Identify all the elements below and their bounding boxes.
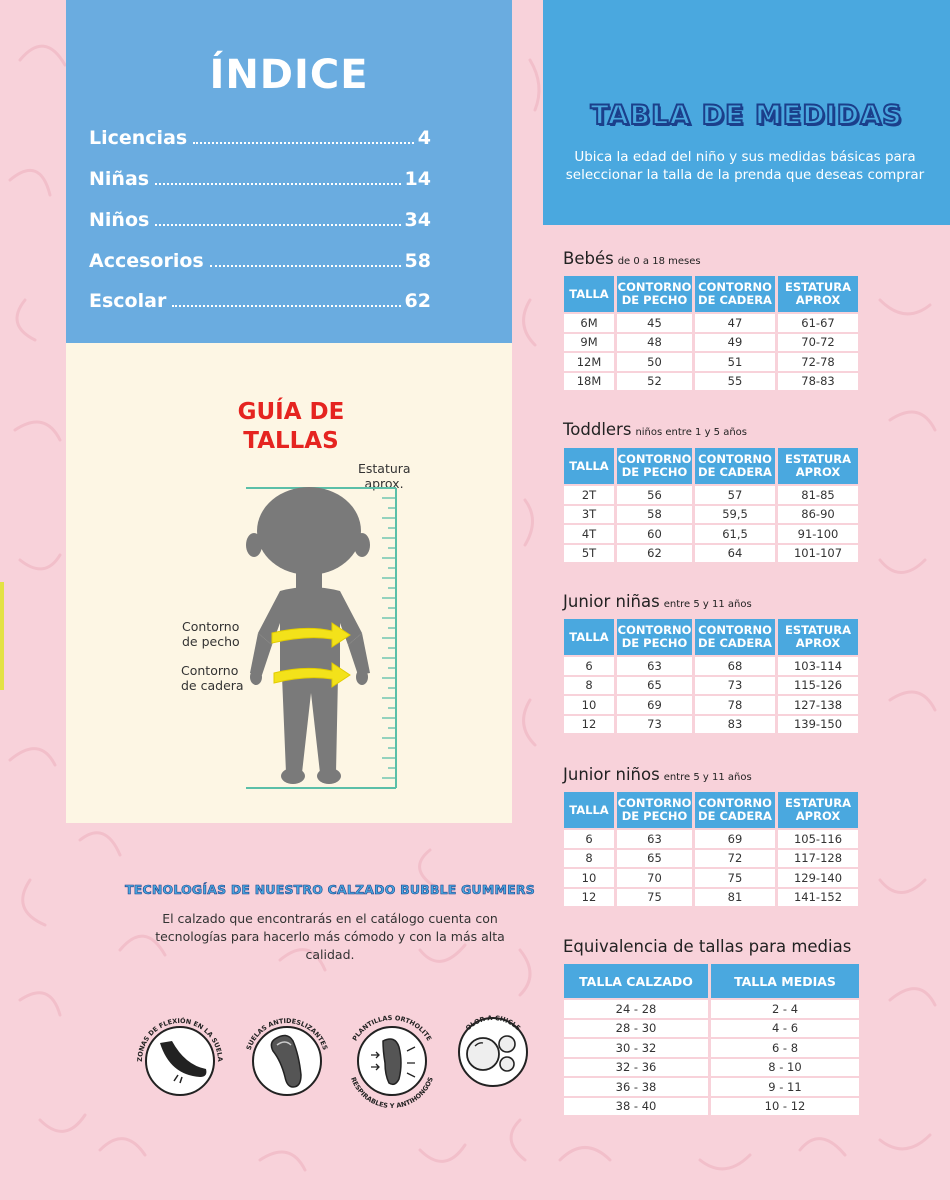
child-measurement-figure [236,483,406,798]
chest-label-line2: de pecho [182,634,240,649]
bubble-gum-label: OLOR A CHICLE [464,1013,522,1033]
table-row: 18M 52 55 78-83 [564,373,858,391]
index-item-page: 14 [404,168,431,190]
table-title-bebes [563,249,701,268]
header-hip: CONTORNO DE CADERA [695,619,775,655]
size-guide-panel [66,343,512,823]
chest-label-line1: Contorno [182,619,240,634]
index-item-ninas[interactable] [89,168,431,196]
index-panel [66,0,512,343]
table-row: 8 65 72 117-128 [564,850,858,868]
hip-label [181,663,244,693]
table-note: niños entre 1 y 5 años [635,427,748,438]
table-row: 12M 50 51 72-78 [564,353,858,371]
header-hip: CONTORNO DE CADERA [695,276,775,312]
technology-title: TECNOLOGÍAS DE NUESTRO CALZADO BUBBLE GUMMERS [125,882,535,897]
table-row: 32 - 36 8 - 10 [564,1059,859,1077]
measurements-title: TABLA DE MEDIDAS [590,100,903,131]
index-item-page: 62 [404,290,431,312]
flex-sole-icon [130,1005,230,1105]
ortholite-label: PLANTILLAS ORTHOLITE [350,1013,434,1043]
header-height: ESTATURA APROX [778,619,858,655]
index-item-page: 34 [404,209,431,231]
table-header-row [564,276,858,312]
table-row: 10 70 75 129-140 [564,869,858,887]
index-item-licencias[interactable] [89,127,431,155]
non-slip-sole-icon [237,1005,337,1105]
measurements-subtitle: Ubica la edad del niño y sus medidas básicas para seleccionar la talla de la prenda que deseas comprar [565,149,925,183]
table-name: Bebés [563,249,614,268]
table-title-toddlers [563,420,747,439]
table-name: Junior niñas [563,592,660,611]
size-table-toddlers [561,446,861,564]
table-name: Toddlers [563,420,632,439]
size-table-junior-ninos [561,790,861,908]
table-row: 38 - 40 10 - 12 [564,1098,859,1116]
table-row: 6 63 69 105-116 [564,830,858,848]
header-shoe-size: TALLA CALZADO [564,964,708,998]
size-guide-title-line2: TALLAS [243,428,339,454]
measurements-header-panel [543,0,950,225]
header-hip: CONTORNO DE CADERA [695,448,775,484]
height-label-line2: aprox. [364,476,404,491]
table-row: 8 65 73 115-126 [564,677,858,695]
hip-label-line2: de cadera [181,678,244,693]
table-row: 3T 58 59,5 86-90 [564,506,858,524]
index-dots [155,183,400,185]
chest-label [182,619,240,649]
ruler-ticks [382,498,396,778]
table-row: 24 - 28 2 - 4 [564,1000,859,1018]
index-item-escolar[interactable] [89,290,431,318]
table-header-row [564,964,859,998]
table-header-row [564,792,858,828]
table-row: 5T 62 64 101-107 [564,545,858,563]
header-talla: TALLA [564,448,614,484]
table-row: 30 - 32 6 - 8 [564,1039,859,1057]
size-guide-title-line1: GUÍA DE [237,399,345,425]
table-row: 12 75 81 141-152 [564,889,858,907]
index-item-page: 58 [404,250,431,272]
table-row: 2T 56 57 81-85 [564,486,858,504]
header-height: ESTATURA APROX [778,448,858,484]
header-chest: CONTORNO DE PECHO [617,448,692,484]
index-item-label: Escolar [89,290,167,312]
index-item-ninos[interactable] [89,209,431,237]
ortholite-sublabel: RESPIRABLES Y ANTIHONGOS [349,1075,435,1110]
table-header-row [564,619,858,655]
non-slip-sole-label: SUELAS ANTIDESLIZANTES [244,1016,330,1052]
left-edge-accent [0,582,4,690]
index-dots [155,224,400,226]
index-item-label: Accesorios [89,250,204,272]
hip-label-line1: Contorno [181,663,239,678]
header-height: ESTATURA APROX [778,276,858,312]
table-note: entre 5 y 11 años [663,772,752,783]
table-note: de 0 a 18 meses [617,256,701,267]
index-dots [193,142,414,144]
header-talla: TALLA [564,276,614,312]
size-table-junior-ninas [561,617,861,735]
ortholite-insole-icon [337,1005,447,1115]
bubble-gum-scent-icon [443,1000,543,1100]
flex-sole-label: ZONAS DE FLEXIÓN EN LA SUELA [135,1016,225,1062]
table-row: 4T 60 61,5 91-100 [564,525,858,543]
header-height: ESTATURA APROX [778,792,858,828]
header-hip: CONTORNO DE CADERA [695,792,775,828]
index-dots [172,305,400,307]
size-table-bebes [561,274,861,392]
index-dots [210,265,401,267]
index-title: ÍNDICE [209,52,369,98]
index-item-label: Niños [89,209,150,231]
table-row: 6 63 68 103-114 [564,657,858,675]
table-row: 6M 45 47 61-67 [564,314,858,332]
technology-description: El calzado que encontrarás en el catálogo cuenta con tecnologías para hacerlo más cómodo y con la más alta calidad. [155,911,505,962]
index-item-page: 4 [417,127,431,149]
index-item-accesorios[interactable] [89,250,431,278]
table-row: 12 73 83 139-150 [564,716,858,734]
table-title-junior-ninas [563,592,752,611]
header-talla: TALLA [564,619,614,655]
table-note: entre 5 y 11 años [663,599,752,610]
index-item-label: Licencias [89,127,188,149]
table-row: 28 - 30 4 - 6 [564,1020,859,1038]
table-row: 10 69 78 127-138 [564,696,858,714]
table-name: Junior niños [563,765,660,784]
header-chest: CONTORNO DE PECHO [617,792,692,828]
table-title-junior-ninos [563,765,752,784]
header-chest: CONTORNO DE PECHO [617,619,692,655]
header-sock-size: TALLA MEDIAS [711,964,859,998]
table-row: 9M 48 49 70-72 [564,334,858,352]
socks-equivalence-title: Equivalencia de tallas para medias [563,937,852,956]
table-row: 36 - 38 9 - 11 [564,1078,859,1096]
socks-equivalence-table [561,962,862,1117]
header-talla: TALLA [564,792,614,828]
height-label-line1: Estatura [358,461,411,476]
index-item-label: Niñas [89,168,150,190]
size-guide-title [216,398,366,456]
header-chest: CONTORNO DE PECHO [617,276,692,312]
table-header-row [564,448,858,484]
